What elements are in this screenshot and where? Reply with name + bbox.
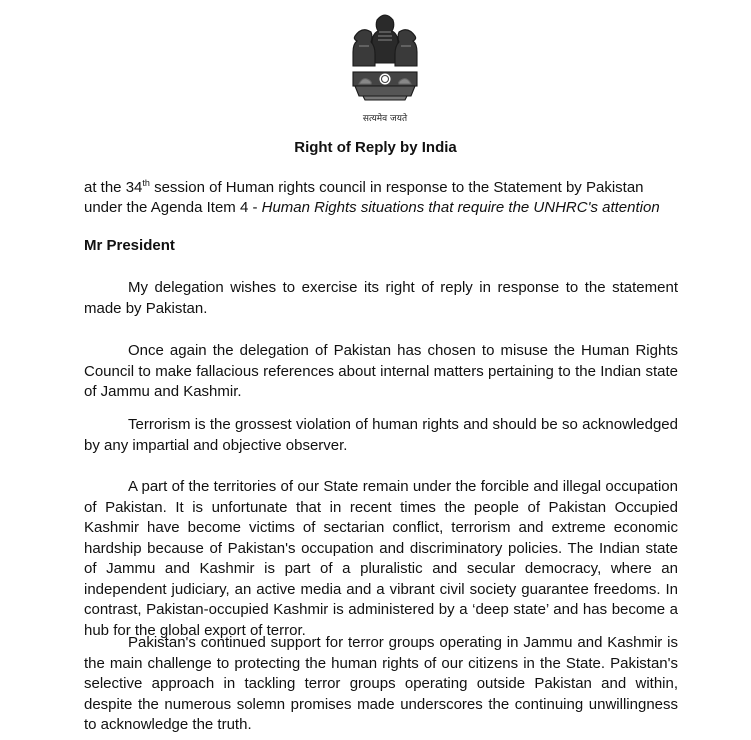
subtitle-agenda-title: Human Rights situations that require the UNHRC's attention — [261, 199, 660, 216]
subtitle-ordinal: th — [142, 178, 150, 188]
paragraph-1: My delegation wishes to exercise its right of reply in response to the statement made by Pakistan. — [84, 279, 678, 317]
paragraph-2: Once again the delegation of Pakistan has chosen to misuse the Human Rights Council to make fallacious references about internal matters pertaining to the Indian state of Jammu and Kashmir. — [84, 342, 678, 400]
state-emblem-icon — [343, 6, 427, 126]
subtitle-middle: session of Human rights council in response to the Statement by Pakistan under the Agenda Item 4 - — [84, 179, 644, 216]
salutation: Mr President — [84, 237, 175, 254]
paragraph-3: Terrorism is the grossest violation of human rights and should be so acknowledged by any impartial and objective observer. — [84, 416, 678, 454]
emblem-motto: सत्यमेव जयते — [362, 114, 408, 124]
paragraph-4: A part of the territories of our State remain under the forcible and illegal occupation of Pakistan. It is unfortunate that in recent times the people of Pakistan Occupied Kashmir have become victims of sectarian conflict, terrorism and extreme economic hardship because of Pakistan's occupation and discriminatory policies. The Indian state of Jammu and Kashmir is part of a pluralistic and secular democracy, where an independent judiciary, an active media and a vibrant civil society guarantee freedoms. In contrast, Pakistan-occupied Kashmir is administered by a ‘deep state’ and has become a hub for the global export of terror. — [84, 478, 678, 639]
subtitle-prefix: at the 34 — [84, 179, 143, 196]
paragraph-5: Pakistan's continued support for terror groups operating in Jammu and Kashmir is the main challenge to protecting the human rights of our citizens in the State. Pakistan's selective approach in tackling terror groups operating outside Pakistan and within, despite the numerous solemn promises made underscores the continuing unwillingness to acknowledge the truth. — [84, 634, 678, 733]
document-title: Right of Reply by India — [294, 139, 457, 156]
document-subtitle — [84, 178, 684, 218]
